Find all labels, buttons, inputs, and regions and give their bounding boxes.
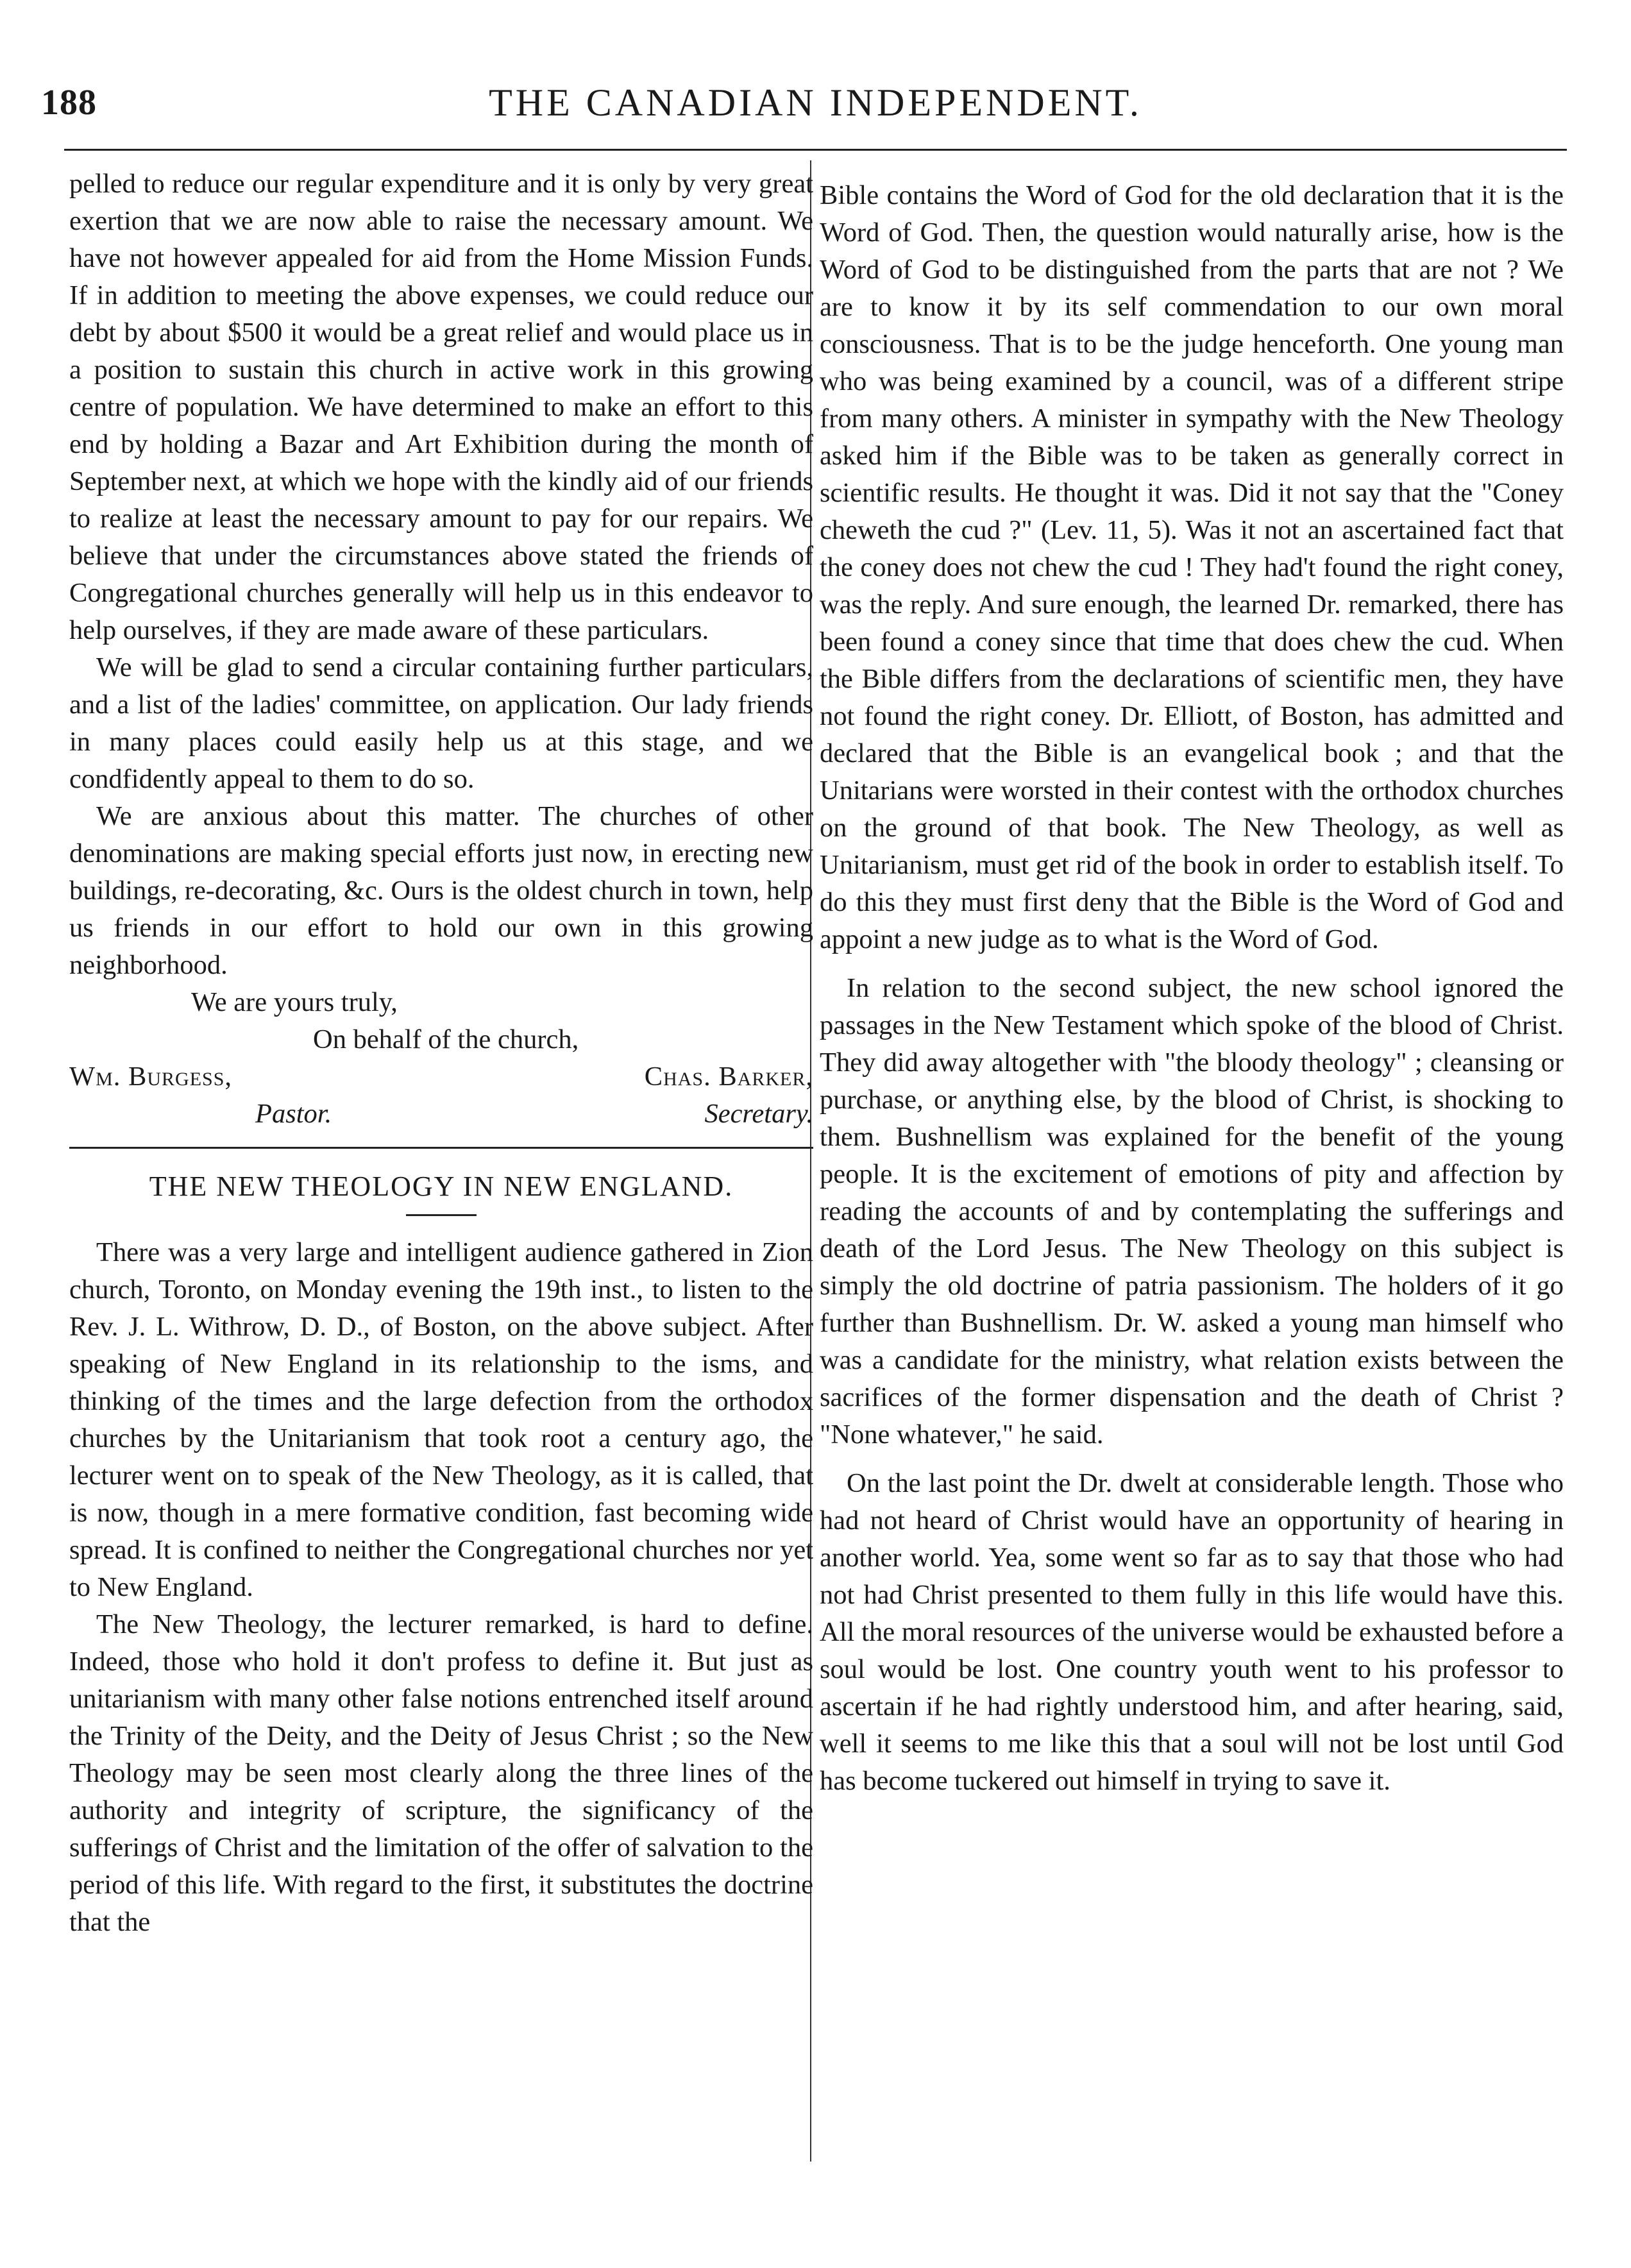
page-number: 188 <box>41 83 97 123</box>
article-title: THE NEW THEOLOGY IN NEW ENGLAND. <box>149 1171 734 1202</box>
section-rule <box>69 1147 813 1149</box>
article-paragraph-5: On the last point the Dr. dwelt at considerable length. Those who had not heard of Christ would have an opportunity of hearing in another world. Yea, some went so far as to say that those who had not had Christ presented to them fully in this life would have this. All the moral resources of the universe would be exhausted before a soul would be lost. One country youth went to his professor to ascertain if he had rightly understood him, and after hearing, said, well it seems to me like this that a soul will not be lost until God has become tuckered out himself in trying to save it. <box>820 1468 1564 1796</box>
article-paragraph-4: In relation to the second subject, the new school ignored the passages in the New Testament which spoke of the blood of Christ. They did away altogether with "the bloody theology" ; cleansing or purchase, or anything else, by the blood of Christ, is shocking to them. Bushnellism was explained for the benefit of the young people. It is the excitement of emotions of pity and affection by reading the accounts of and by contemplating the sufferings and death of the Lord Jesus. The New Theology on this subject is simply the old doctrine of patria passionism. The holders of it go further than Bushnellism. Dr. W. asked a young man himself who was a candidate for the ministry, what relation exists between the sacrifices of the former dispensation and the death of Christ ? "None whatever," he said. <box>820 973 1564 1450</box>
article-paragraph-1: There was a very large and intelligent audience gathered in Zion church, Toronto, on Monday evening the 19th inst., to listen to the Rev. J. L. Withrow, D. D., of Boston, on the above subject. After speaking of New England in its relationship to the isms, and thinking of the times and the large defection from the orthodox churches by the Unitarianism that took root a century ago, the lecturer went on to speak of the New Theology, as it is called, that is now, though in a mere formative condition, fast becoming wide spread. It is confined to neither the Congregational churches nor yet to New England. <box>69 1237 813 1602</box>
closing-salutation: We are yours truly, <box>191 987 398 1017</box>
signer-secretary: Chas. Barker, <box>644 1062 813 1092</box>
header-rule <box>64 149 1567 151</box>
closing-on-behalf: On behalf of the church, <box>313 1024 579 1054</box>
page-header <box>41 76 1590 133</box>
journal-title: THE CANADIAN INDEPENDENT. <box>489 81 1142 124</box>
role-pastor: Pastor. <box>255 1099 332 1129</box>
letter-closing <box>69 984 813 1133</box>
letter-paragraph-3: We are anxious about this matter. The churches of other denominations are making special efforts just now, in erecting new buildings, re-decorating, &c. Ours is the oldest church in town, help us friends in our effort to hold our own in this growing neighborhood. <box>69 801 813 980</box>
signature-row <box>69 1058 813 1096</box>
letter-paragraph-2: We will be glad to send a circular containing further particulars, and a list of the ladies' committee, on application. Our lady friends in many places could easily help us at this stage, and we condfidently appeal to them to do so. <box>69 652 813 794</box>
title-rule <box>406 1214 477 1216</box>
signature-roles <box>69 1096 813 1133</box>
article-paragraph-3: Bible contains the Word of God for the old declaration that it is the Word of God. Then, the question would naturally arise, how is the Word of God to be distinguished from the parts that are not ? We are to know it by its self commendation to our own moral consciousness. That is to be the judge henceforth. One young man who was being examined by a council, was of a different stripe from many others. A minister in sympathy with the New Theology asked him if the Bible was to be taken as generally correct in scientific results. He thought it was. Did it not say that the "Coney cheweth the cud ?" (Lev. 11, 5). Was it not an ascertained fact that the coney does not chew the cud ! They had't found the right coney, was the reply. And sure enough, the learned Dr. remarked, there has been found a coney since that time that does chew the cud. When the Bible differs from the declarations of scientific men, they have not found the right coney. Dr. Elliott, of Boston, has admitted and declared that the Bible is an evangelical book ; and that the Unitarians were worsted in their contest with the orthodox churches on the ground of that book. The New Theology, as well as Unitarianism, must get rid of the book in order to establish itself. To do this they must first deny that the Bible is the Word of God and appoint a new judge as to what is the Word of God. <box>820 180 1564 954</box>
article-paragraph-2: The New Theology, the lecturer remarked, is hard to define. Indeed, those who hold it don't profess to define it. But just as unitarianism with many other false notions entrenched itself around the Trinity of the Deity, and the Deity of Jesus Christ ; so the New Theology may be seen most clearly along the three lines of the authority and integrity of scripture, the significancy of the sufferings of Christ and the limitation of the offer of salvation to the period of this life. With regard to the first, it substitutes the doctrine that the <box>69 1609 813 1937</box>
right-column <box>820 165 1564 1800</box>
letter-paragraph-1: pelled to reduce our regular expenditure and it is only by very great exertion that we are now able to raise the necessary amount. We have not however appealed for aid from the Home Mission Funds. If in addition to meeting the above expenses, we could reduce our debt by about $500 it would be a great relief and would place us in a position to sustain this church in active work in this growing centre of population. We have determined to make an effort to this end by holding a Bazar and Art Exhibition during the month of September next, at which we hope with the kindly aid of our friends to realize at least the necessary amount to pay for our repairs. We believe that under the circumstances above stated the friends of Congregational churches generally will help us in this endeavor to help ourselves, if they are made aware of these particulars. <box>69 169 813 645</box>
left-column <box>69 165 813 1941</box>
signer-pastor: Wm. Burgess, <box>69 1062 233 1092</box>
role-secretary: Secretary. <box>704 1099 813 1129</box>
